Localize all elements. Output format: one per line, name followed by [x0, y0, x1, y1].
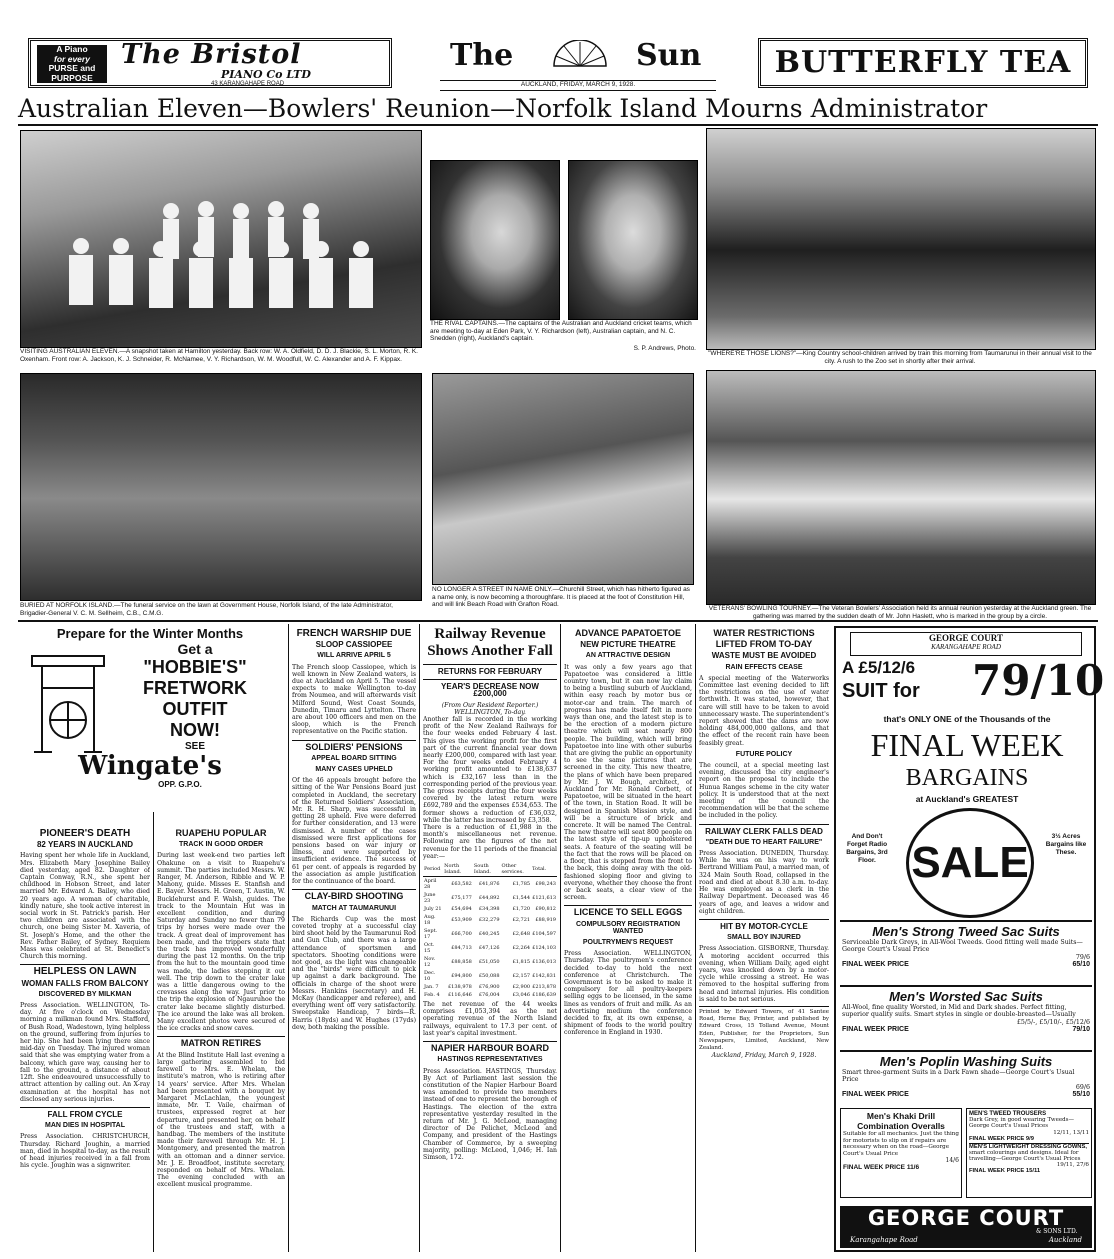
column-5	[699, 626, 829, 1252]
caption-bowling: VETERANS' BOWLING TOURNEY.—The Veteran Bowlers' Association held its annual reunion yesterday at the Auckland green. The gathering was marred by the sudden death of Mr. John Haslett, who is marked in the group by a circle.	[708, 605, 1092, 620]
revenue-table-cell: £32,279	[478, 917, 500, 924]
george-items	[840, 920, 1092, 1115]
pioneer-headline: PIONEER'S DEATH	[39, 828, 131, 839]
revenue-table-row	[423, 877, 557, 892]
revenue-table-cell: £76,900	[478, 984, 500, 991]
revenue-table-cell: £1,544	[512, 895, 531, 902]
drill-final-price: 11/6	[906, 1164, 920, 1171]
revenue-table-cell: £90,812	[535, 906, 556, 913]
revenue-table-cell: £76,004	[478, 992, 500, 999]
motorcycle-headline: HIT BY MOTOR-CYCLE	[699, 919, 829, 930]
revenue-table-cell: £1,720	[512, 906, 531, 913]
eggs-subhead-2: POULTRYMEN'S REQUEST	[582, 938, 674, 946]
sale-badge-text: SALE	[911, 838, 1029, 887]
napier-subhead: HASTINGS REPRESENTATIVES	[437, 1056, 543, 1064]
revenue-table-row	[423, 983, 557, 991]
warship-body: The French sloop Cassiopee, which is well known in New Zealand waters, is due at Auckland on April 5. The vessel expects to make Wellington to-day from Noumea, and will afterwards visit Milford Sound, West Coast Sounds, Dunedin, Timaru and Lyttelton. There are about 100 officers and men on the sloop, which is the French representative on the Pacific station.	[292, 663, 416, 736]
ruapehu-headline: RUAPEHU POPULAR	[175, 828, 267, 838]
eggs-subhead: COMPULSORY REGISTRATION WANTED	[575, 920, 681, 935]
photo-australian-eleven	[20, 130, 422, 348]
revenue-table-cell: £63,582	[451, 881, 472, 888]
railway-body: Another fall is recorded in the working profit of the New Zealand Railways for the four weeks ended February 4 last. This gives the working profit for the first part of the current financial year down nearly £200,000, compared with last year. For the four weeks ended February 4 working profit amounted to £138,637 which is £32,167 less than in the corresponding period of the previous year. The gross receipts during the four weeks covered by the latest return were £692,789 and the expenses £534,653. The former shows a reduction of £36,032, while the latter has increased by £3,358.	[423, 716, 557, 824]
george-item	[840, 985, 1092, 1050]
revenue-table-cell: £2,721	[512, 917, 531, 924]
george-price-big: 79/10	[972, 656, 1105, 705]
pensions-body: Of the 46 appeals brought before the sitting of the War Pensions Board just completed in Auckland, the secretary of the Returned Soldiers' Association, Mr. R. H. Sharp, was successful in getting 28 upheld. Five were deferred for further consideration, and 13 were dismissed. A number of the cases dismissed were first applications for pensions based on war injury or illness, and were supported by insufficient evidence. The success of 61 per cent. of appeals is regarded by the association as ample justification for the continuance of the board.	[292, 777, 416, 886]
trouser-final-label: FINAL WEEK PRICE	[969, 1135, 1025, 1142]
gown-final-price: 15/11	[1025, 1168, 1041, 1175]
revenue-table-cell: £66,700	[451, 931, 472, 938]
helpless-subhead-2: DISCOVERED BY MILKMAN	[38, 990, 132, 998]
revenue-table-row	[423, 913, 557, 927]
photo-norfolk-funeral	[20, 373, 422, 601]
warship-subhead-2: WILL ARRIVE APRIL 5	[317, 652, 391, 660]
banner-headline: Australian Eleven—Bowlers' Reunion—Norfolk Island Mourns Administrator	[18, 94, 988, 123]
caption-captains-credit: S. P. Andrews, Photo.	[633, 345, 696, 352]
gown-usual-price: 19/11, 27/6	[1056, 1162, 1089, 1169]
cycle-subhead: MAN DIES IN HOSPITAL	[45, 1122, 125, 1130]
revenue-table-cell: £34,398	[478, 906, 500, 913]
revenue-table-row	[423, 991, 557, 999]
clerk-headline: RAILWAY CLERK FALLS DEAD	[699, 824, 829, 835]
revenue-table-cell: £104,597	[532, 931, 556, 938]
george-greatest: at Auckland's GREATEST	[915, 794, 1019, 804]
papatoetoe-subhead-2: AN ATTRACTIVE DESIGN	[585, 652, 671, 660]
revenue-table-cell: £50,088	[478, 973, 500, 980]
revenue-table-cell: July 21	[424, 906, 442, 913]
napier-headline: NAPIER HARBOUR BOARD	[423, 1041, 557, 1052]
gown-desc: smart colourings and designs. Ideal for travelling—George Court's Usual Prices	[969, 1149, 1081, 1162]
ruapehu-subhead: TRACK IN GOOD ORDER	[179, 841, 263, 849]
claybird-subhead: MATCH AT TAUMARUNUI	[311, 904, 397, 912]
napier-body: Press Association. HASTINGS, Thursday. By Act of Parliament last session the constitution of the Napier Harbour Board was amended to provide two members instead of one to represent the borough of Hastings. The election of the extra representative yesterday resulted in the return of Mr. J. G. McLeod, managing director of De Pelichet, McLeod and Company, and president of the Hastings Chamber of Commerce, by a sweeping majority, polling: McLeod, 1,046; H. Ian Simson, 172.	[423, 1067, 557, 1161]
paper-name-right: Sun	[636, 38, 702, 73]
railway-source: (From Our Resident Reporter.) WELLINGTON, To-day.	[441, 701, 539, 716]
warship-subhead: SLOOP CASSIOPEE	[315, 640, 393, 650]
clerk-body: Press Association. DUNEDIN, Thursday. While he was on his way to work Bertrand William Paul, a married man, of 324 Main South Road, collapsed in the road and died at about 8.30 a.m. to-day. He was employed as a clerk in the Railway Department. Deceased was 46 years of age, and leaves a widow and eight children.	[699, 850, 829, 915]
george-item-final-label: FINAL WEEK PRICE	[842, 1090, 909, 1098]
drill-title: Men's Khaki Drill Combination Overalls	[857, 1111, 945, 1131]
warship-headline: FRENCH WARSHIP DUE	[296, 628, 412, 639]
water-body-2: The council, at a special meeting last evening, discussed the city engineer's report on the proposal to include the Hunua Ranges scheme in the city water policy. It is understood that at the next meeting of the council the recommendation will be that the scheme be included in the policy.	[699, 762, 829, 820]
matron-headline: MATRON RETIRES	[157, 1036, 285, 1047]
logo-sub: & SONS LTD.	[1036, 1228, 1078, 1235]
eggs-body: Press Association. WELLINGTON, Thursday. The poultrymen's conference decided to-day to hold the next conference at Christchurch. The Government is to be asked to make it compulsory for all poultry-keepers selling eggs to be licensed, in the same lines as vendors of fruit and milk. As an advertising medium the conference decided to fix, at its own expense, a shipment of foods to the world poultry conference in England in 1930.	[564, 950, 692, 1037]
claybird-headline: CLAY-BIRD SHOOTING	[292, 889, 416, 900]
papatoetoe-body: It was only a few years ago that Papatoetoe was considered a little country town, but it can now lay claim to being a bustling suburb of Auckland, within easy reach by motor bus or motor-car and train. The march of progress has made itself felt in more ways than one, and the latest step is to be the erection of a modern picture theatre which will seat nearly 800 people. The building, which will bring Papatoetoe into line with other suburbs that are giving the public an opportunity to see the same pictures that are screened in the city. This new theatre, the plans of which have been prepared by Mr. J. W. Bough, architect, of Auckland for Mr. Ronald Corbett, of Papatoetoe, will be situated in the heart of the town, in Station Road. It will be designed in Spanish Mission style, and will be a structure of brick and concrete. It will be named The Central. The new theatre will seat 800 people on the latest style of tip-up upholstered seats. A feature of the seating will be the fact that the rows will be placed on a floor, that is stepped from the front to the back, this doing away with the old-fashioned sloping floor and giving to everyone, whether they choose the front or back seats, a clear view of the screen.	[564, 663, 692, 902]
drill-final-label: FINAL WEEK PRICE	[843, 1164, 905, 1171]
drill-usual-price: 14/6	[945, 1157, 959, 1164]
photo-captain-snedden	[568, 160, 698, 320]
hobbies-line-3: "HOBBIE'S"	[143, 657, 247, 677]
revenue-table-cell: £94,800	[451, 973, 472, 980]
revenue-table-cell: £116,646	[448, 992, 472, 999]
revenue-table-cell: Aug. 18	[424, 914, 436, 927]
revenue-table-cell: £2,264	[512, 945, 531, 952]
bristol-tagline-1: A Piano	[56, 44, 88, 54]
george-only-line: that's ONLY ONE of the Thousands of the	[883, 714, 1051, 724]
revenue-table-row	[423, 891, 557, 905]
water-subhead-2: RAIN EFFECTS CEASE	[725, 663, 803, 671]
helpless-subhead: WOMAN FALLS FROM BALCONY	[21, 978, 149, 988]
revenue-table-cell: £47,126	[478, 945, 500, 952]
photo-churchill-street	[432, 373, 694, 585]
revenue-table-header: Other services.	[501, 862, 532, 877]
george-item-usual: £5/5/-, £5/10/-, £5/12/6	[1016, 1018, 1090, 1026]
revenue-table-cell: £75,177	[451, 895, 472, 902]
george-bargains: BARGAINS	[905, 765, 1029, 791]
hobbies-line-1: Prepare for the Winter Months	[56, 626, 244, 641]
imprint: Printed by Edward Towers, of 41 Santee Road, Herne Bay, Printer, and published by Edward Cross, 15 Tolland Avenue, Mount Eden, Publisher, for the Proprietors, Sun Newspapers, Limited, Auckland, New Zealand.	[699, 1006, 829, 1052]
column-3	[423, 626, 557, 1252]
revenue-table-cell: £51,050	[478, 959, 500, 966]
water-body: A special meeting of the Waterworks Committee last evening decided to lift the restrictions on the use of water forthwith. It was stated, however, that care will still have to be taken to avoid unnecessary waste. The superintendent's report showed that the dams are now holding 484,000,000 gallons, and that the effect of the recent rain have been feasibly great.	[699, 674, 829, 747]
revenue-table-cell: £136,013	[532, 959, 556, 966]
railway-subhead: RETURNS FOR FEBRUARY	[423, 664, 557, 675]
hobbies-line-2: Get a	[177, 641, 213, 657]
revenue-table-cell: £41,876	[478, 881, 500, 888]
sale-badge-icon	[906, 808, 1034, 918]
bristol-address: 43 KARANGAHAPE ROAD	[211, 81, 285, 87]
photo-captain-richardson	[430, 160, 560, 320]
drill-desc: Suitable for all mechanics. Just the thing for motorists to slip on if repairs are necessary when on the road—George Court's Usual Price	[843, 1131, 959, 1157]
george-item	[840, 1050, 1092, 1115]
hobbies-line-5: OUTFIT	[162, 699, 228, 719]
trouser-final-price: 9/9	[1025, 1135, 1034, 1142]
george-top-banner	[850, 632, 1082, 656]
george-top-subtitle: KARANGAHAPE ROAD	[931, 643, 1001, 651]
revenue-table-header: Total.	[531, 862, 557, 877]
revenue-table-header: Period	[423, 862, 443, 877]
revenue-table-cell: £40,245	[478, 931, 500, 938]
bristol-name: The Bristol	[121, 39, 302, 70]
hobbies-address: OPP. G.P.O.	[158, 780, 202, 789]
hobbies-line-4: FRETWORK	[143, 678, 247, 698]
drill-box	[840, 1108, 962, 1198]
water-headline: WATER RESTRICTIONS	[713, 628, 815, 638]
pensions-subhead: APPEAL BOARD SITTING	[311, 754, 397, 762]
trouser-desc: Dark Grey, in good wearing Tweeds—George Court's Usual Prices	[969, 1117, 1074, 1130]
george-item-title: Men's Worsted Sac Suits	[889, 989, 1043, 1004]
bristol-ad	[28, 38, 392, 88]
george-item-final-price: 65/10	[1072, 960, 1090, 968]
revenue-table-cell: Nov. 12	[424, 956, 436, 969]
imprint-date: Auckland, Friday, March 9, 1928.	[711, 1052, 817, 1060]
motorcycle-body: Press Association. GISBORNE, Thursday. A motoring accident occurred this evening, when William Daily, aged eight years, was knocked down by a motor-cycle while crossing a street. He was removed to the hospital suffering from head and internal injuries. His condition is said to be not serious.	[699, 945, 829, 1003]
george-court-ad	[834, 626, 1105, 1252]
logo-left: Karangahape Road	[850, 1236, 918, 1244]
revenue-table-cell: £44,892	[478, 895, 500, 902]
revenue-table-row	[423, 941, 557, 955]
revenue-table-cell: £1,815	[512, 959, 531, 966]
revenue-table-cell: June 23	[424, 892, 436, 905]
column-4	[564, 626, 692, 1252]
railway-headline: Railway Revenue	[434, 626, 546, 642]
revenue-table-header: North Island.	[443, 862, 473, 877]
revenue-table-cell: £124,103	[532, 945, 556, 952]
revenue-table-cell: £88,858	[451, 959, 472, 966]
caption-buried: BURIED AT NORFOLK ISLAND.—The funeral service on the lawn at Government House, Norfolk Island, of the late Administrator, Brigadier-General V. C. M. Sellheim, C.B., C.M.G.	[20, 602, 393, 617]
caption-lions: "WHERE'RE THOSE LIONS?"—King Country school-children arrived by train this morning from Taumarunui in their annual visit to the city. A rush to the Zoo set in shortly after their arrival.	[708, 350, 1092, 365]
revenue-table-cell: £3,046	[512, 992, 531, 999]
revenue-table-header: South Island.	[473, 862, 501, 877]
revenue-table-cell: £84,713	[451, 945, 472, 952]
claybird-body: The Richards Cup was the most coveted trophy at a successful clay bird shoot held by the Taumarunui Rod and Gun Club, and there was a large attendance of sportsmen and spectators. Shooting conditions were not good, as the light was changeable and the "birds" were difficult to pick up against a dark background. The officials in charge of the shoot were Messrs. Hankins (secretary) and H. McKay (handicapper and referee), and everything went off very satisfactorily. Sweepstake Handicap, 7 birds—R. Harris (18yds) and W. Hughes (17yds) dew, both making the possible.	[292, 915, 416, 1031]
revenue-table-cell: £54,694	[451, 906, 472, 913]
revenue-table-cell: £121,613	[532, 895, 556, 902]
bristol-tagline-3: PURSE and	[48, 63, 96, 73]
bristol-tagline-2: for every	[54, 53, 90, 64]
cycle-body: Press Association. CHRISTCHURCH, Thursday. Richard Joughin, a married man, died in hospital to-day, as the result of head injuries received in a fall from his cycle. Joughin was a signwriter.	[20, 1133, 150, 1170]
cycle-headline: FALL FROM CYCLE	[20, 1107, 150, 1118]
trouser-box	[966, 1108, 1092, 1198]
eggs-headline: LICENCE TO SELL EGGS	[564, 905, 692, 916]
railway-body-2: There is a reduction of £1,988 in the month's miscellaneous net revenue. Following are the figures of the net revenue for the 11 periods of the financial year:—	[423, 824, 557, 860]
dateline: AUCKLAND, FRIDAY, MARCH 9, 1928.	[520, 81, 636, 88]
revenue-table-cell: £1,785	[512, 881, 531, 888]
gown-title: MEN'S LIGHTWEIGHT DRESSING GOWNS,	[969, 1143, 1089, 1150]
caption-street: NO LONGER A STREET IN NAME ONLY.—Churchill Street, which has hitherto figured as a name only, is now becoming a thoroughfare. It is placed at the foot of Constitution Hill, and will link Beach Road with Grafton Road.	[432, 586, 690, 608]
pioneer-body: Having spent her whole life in Auckland, Mrs. Elizabeth Mary Josephine Bailey died yesterday, aged 82. Daughter of Captain Conway, R.N., she spent her childhood in Hobson Street, and later married Mr. Edward A. Bailey, who died 20 years ago. A woman of charitable, kindly nature, she took active interest in social work in St. Patrick's parish. Her two children are associated with the church, one being Sister M. Xaveria, of St. Joseph's Home, and the other the Rev. Father Bailey, of Sydney. Requiem Mass was celebrated at St. Benedict's Church this morning.	[20, 852, 150, 961]
railway-subhead-3: £200,000	[473, 689, 507, 699]
bristol-sub: PIANO Co LTD	[221, 68, 311, 81]
hobbies-fretwork-ad	[18, 624, 282, 810]
revenue-table-cell: £98,243	[535, 881, 556, 888]
paper-name-left: The	[450, 38, 514, 73]
logo-title: GEORGE COURT	[867, 1206, 1065, 1230]
george-item-usual: 69/6	[1075, 1083, 1090, 1091]
water-subhead: WASTE MUST BE AVOIDED	[711, 651, 817, 661]
george-left-note: And Don't Forget Radio Bargains, 3rd Floor.	[846, 833, 888, 864]
revenue-table-cell: £53,909	[451, 917, 472, 924]
george-item-desc: Serviceable Dark Greys, in All-Wool Tweeds. Good fitting well made Suits—George Court's Usual Price	[842, 939, 1083, 954]
george-top-title: GEORGE COURT	[929, 633, 1003, 643]
revenue-table-cell: £2,157	[512, 973, 531, 980]
george-item-desc: All-Wool, fine quality Worsted, in Mid and Dark shades. Perfect fitting, superior quality suits. Smart styles in single or double-breasted—Usually	[842, 1004, 1076, 1019]
railway-headline-2: Shows Another Fall	[427, 643, 553, 659]
george-final-week: FINAL WEEK	[870, 727, 1064, 763]
papatoetoe-subhead: NEW PICTURE THEATRE	[580, 640, 676, 650]
george-item-desc: Smart three-garment Suits in a Dark Fawn shade—George Court's Usual Price	[842, 1069, 1075, 1084]
column-2b	[157, 826, 285, 1252]
logo-right: Auckland	[1048, 1236, 1082, 1244]
butterfly-tea-title: BUTTERFLY TEA	[774, 45, 1072, 80]
george-price-a: A £5/12/6	[842, 658, 916, 677]
bristol-tagline-4: PURPOSE	[51, 72, 93, 83]
hobbies-see: SEE	[184, 741, 205, 752]
george-item-title: Men's Strong Tweed Sac Suits	[872, 924, 1060, 939]
george-item-title: Men's Poplin Washing Suits	[879, 1054, 1053, 1069]
george-item-usual: 79/6	[1075, 953, 1090, 961]
revenue-table-cell: April 28	[424, 878, 437, 891]
trouser-usual-price: 12/11, 13/11	[1053, 1129, 1089, 1136]
revenue-table-cell: Sept. 17	[424, 928, 438, 941]
caption-eleven: VISITING AUSTRALIAN ELEVEN.—A snapshot taken at Hamilton yesterday. Back row: W. A. Oldfield, D. D. J. Blackie, S. L. Morton, R. K. Oxenham. Front row: A. Jackson, K. J. Schneider, R. McNamee, V. Y. Richardson, W. M. Woodfull, W. C. Alexander and A. F. Kippax.	[20, 348, 418, 363]
helpless-headline: HELPLESS ON LAWN	[20, 964, 150, 975]
revenue-table-cell: £138,978	[448, 984, 472, 991]
matron-body: At the Blind Institute Hall last evening a large gathering assembled to bid farewell to Mrs. E. Whelan, the institute's matron, who is retiring after 14 years' service. After Mrs. Whelan had been presented with a bouquet by Margaret McLachlan, the youngest inmate, Mr. T. Vaile, chairman of trustees, expressed regret at her departure, and presented her, on behalf of the trustees and staff, with a handbag. The members of the institute made their farewell through Mr. H. J. Montgomery, and presented the matron with an ottoman and a dinner service. Mr. J. E. Broadfoot, institute secretary, responded on behalf of Mrs. Whelan. The evening concluded with an excellent musical programme.	[157, 1051, 285, 1189]
ruapehu-body: During last week-end two parties left Ohakune on a visit to Ruapehu's summit. The parties included Messrs. W. Ranger, M. Anderson, Ribble and W. P. Mahony, guide. Misses E. Stanfish and E. Bayer. Messrs. H. Green, T. Austin, W. Bucklehurst and F. Walsh, guides. The track to the Mountain Hut was in excellent condition, and during Saturday and Sunday no fewer than 79 trips by horses were made over the track. A great deal of improvement has been made, and the trippers state that the track has improved wonderfully during the past 12 months. On the trip from the hut to the mountain good time was made, the ladies stepping it out well. The trip down to the crater lake was a little dangerous owing to the crevasses along the way. Just prior to the trip the explosion of Ngauruhoe the crater lake became slightly disturbed. The ice around the lake was all broken. Many excellent photos were secured of the ice cracks and snow caves.	[157, 852, 285, 1033]
revenue-table-row	[423, 905, 557, 913]
george-item-final-label: FINAL WEEK PRICE	[842, 960, 909, 968]
railway-subhead-2: YEAR'S DECREASE NOW	[423, 679, 557, 690]
fretwork-machine-icon	[22, 648, 114, 758]
revenue-table-cell: £88,919	[535, 917, 556, 924]
george-item-final-price: 79/10	[1072, 1025, 1090, 1033]
railway-body-3: The net revenue of the 44 weeks comprises £1,053,394 as the net operating revenue of the North Island railways, equivalent to 17.3 per cent. of last year's capital investment.	[423, 1001, 557, 1037]
trouser-title: MEN'S TWEED TROUSERS	[969, 1111, 1047, 1117]
george-item-final-label: FINAL WEEK PRICE	[842, 1025, 909, 1033]
george-item-final-price: 55/10	[1072, 1090, 1090, 1098]
pioneer-subhead: 82 YEARS IN AUCKLAND	[36, 840, 133, 850]
george-court-logo	[840, 1206, 1092, 1248]
revenue-table-cell: £213,878	[532, 984, 556, 991]
motorcycle-subhead: SMALL BOY INJURED	[727, 934, 801, 942]
revenue-table-row	[423, 955, 557, 969]
paper-title	[440, 38, 716, 78]
george-item	[840, 920, 1092, 985]
papatoetoe-headline: ADVANCE PAPATOETOE	[574, 628, 681, 638]
revenue-table-cell: Jan. 7	[424, 984, 439, 991]
photo-bowling-tourney	[706, 370, 1096, 605]
revenue-table-cell: £2,648	[512, 931, 531, 938]
photo-school-children	[706, 128, 1096, 350]
column-1	[20, 826, 150, 1252]
hobbies-line-6: NOW!	[170, 720, 220, 740]
revenue-table-cell: Feb. 4	[424, 992, 440, 999]
pensions-headline: SOLDIERS' PENSIONS	[292, 740, 416, 751]
george-right-note: 3½ Acres Bargains like These.	[1045, 833, 1087, 856]
revenue-table-cell: £186,639	[532, 992, 556, 999]
revenue-table-row	[423, 927, 557, 941]
butterfly-tea-ad	[758, 38, 1088, 88]
column-2	[292, 626, 416, 1252]
water-headline-2: LIFTED FROM TO-DAY	[715, 639, 813, 650]
revenue-table-cell: Dec. 10	[424, 970, 436, 983]
caption-captains: THE RIVAL CAPTAINS.—The captains of the Australian and Auckland cricket teams, which are meeting to-day at Eden Park, V. Y. Richardson (left), Australian captain, and N. C. Snedden (right), Auckland's captain.	[430, 320, 692, 342]
clerk-subhead: "DEATH DUE TO HEART FAILURE"	[705, 838, 823, 846]
revenue-table-cell: Oct. 15	[424, 942, 435, 955]
helpless-body: Press Association. WELLINGTON, To-day. At five o'clock on Wednesday morning a milkman found Mrs. Stafford, of Bush Road, Wadestown, lying helpless on the ground, suffering from injuries to her hip. She had been lying there since mid-day on Tuesday. The injured woman said that she was emptying water from a balcony, which gave way, causing her to fall to the ground, a distance of about 12ft. She endeavoured unsuccessfully to attract attention by calling out. An X-ray examination at the hospital has not disclosed any serious injuries.	[20, 1002, 150, 1103]
sun-logo-icon	[550, 40, 610, 68]
pensions-subhead-2: MANY CASES UPHELD	[315, 766, 393, 774]
revenue-table-cell: £142,831	[532, 973, 556, 980]
revenue-table-row	[423, 969, 557, 983]
water-future-subhead: FUTURE POLICY	[735, 750, 793, 758]
railway-revenue-table	[423, 862, 557, 999]
revenue-table-cell: £2,900	[512, 984, 531, 991]
gown-final-label: FINAL WEEK PRICE	[969, 1168, 1025, 1175]
hobbies-brand: Wingate's	[78, 751, 222, 781]
george-suit-for: SUIT for	[842, 680, 920, 702]
